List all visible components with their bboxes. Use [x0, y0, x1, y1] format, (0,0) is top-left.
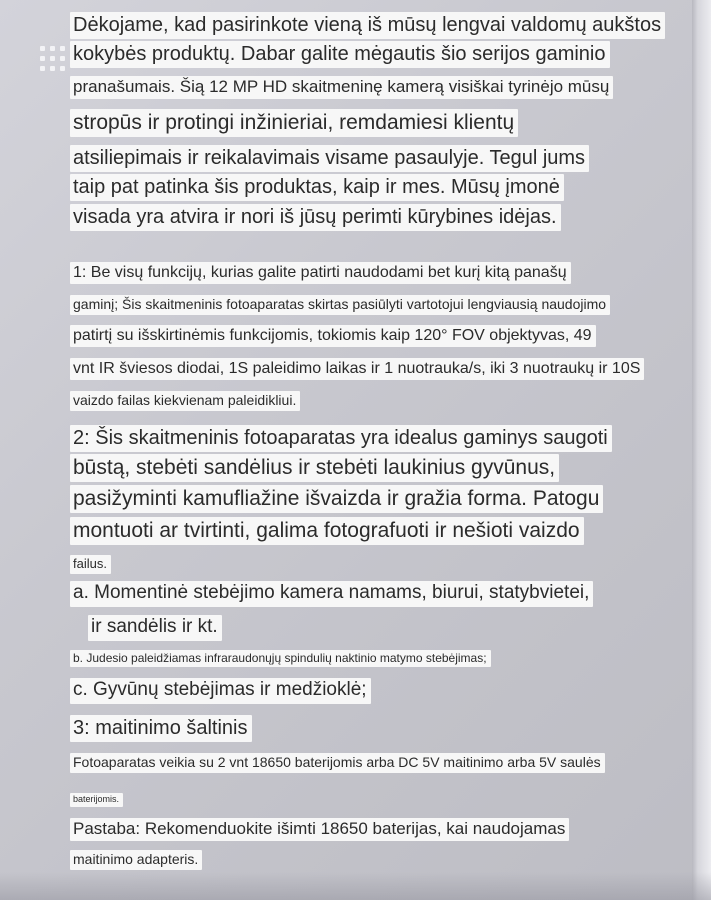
- intro-line: pranašumais. Šią 12 MP HD skaitmeninę kamerą visiškai tyrinėjo mūsų: [70, 76, 613, 99]
- intro-line: taip pat patinka šis produktas, kaip ir mes. Mūsų įmonė: [70, 174, 564, 201]
- list-item-c: c. Gyvūnų stebėjimas ir medžioklė;: [70, 678, 371, 704]
- list-item-a: a. Momentinė stebėjimo kamera namams, biurui, statybvietei,: [70, 581, 593, 607]
- section3-line: Fotoaparatas veikia su 2 vnt 18650 baterijomis arba DC 5V maitinimo arba 5V saulės: [70, 753, 605, 773]
- page-bottom-shadow: [0, 872, 711, 900]
- list-item-a-continued: ir sandėlis ir kt.: [88, 615, 222, 641]
- section3-line: baterijomis.: [70, 793, 123, 807]
- grid-dots-icon: [40, 46, 66, 72]
- intro-line: visada yra atvira ir nori iš jūsų perimti kūrybines idėjas.: [70, 204, 561, 231]
- section1-line: patirtį su išskirtinėmis funkcijomis, tokiomis kaip 120° FOV objektyvas, 49: [70, 325, 596, 347]
- note-line: maitinimo adapteris.: [70, 850, 202, 870]
- section1-line: 1: Be visų funkcijų, kurias galite patirti naudodami bet kurį kitą panašų: [70, 262, 571, 284]
- intro-line: Dėkojame, kad pasirinkote vieną iš mūsų lengvai valdomų aukštos: [70, 12, 665, 39]
- page-edge: [692, 0, 711, 900]
- section2-line: montuoti ar tvirtinti, galima fotografuoti ir nešioti vaizdo: [70, 517, 584, 545]
- section2-line: būstą, stebėti sandėlius ir stebėti laukinius gyvūnus,: [70, 454, 559, 482]
- section1-line: gaminį; Šis skaitmeninis fotoaparatas skirtas pasiūlyti vartotojui lengviausią naudojimo: [70, 295, 610, 315]
- intro-line: stropūs ir protingi inžinieriai, remdamiesi klientų: [70, 109, 518, 137]
- intro-line: kokybės produktų. Dabar galite mėgautis šio serijos gaminio: [70, 41, 610, 68]
- section3-heading: 3: maitinimo šaltinis: [70, 715, 252, 742]
- section2-line: failus.: [70, 555, 111, 574]
- list-item-b: b. Judesio paleidžiamas infraraudonųjų spindulių naktinio matymo stebėjimas;: [70, 650, 491, 667]
- section2-line: pasižyminti kamufliažine išvaizda ir gražia forma. Patogu: [70, 485, 603, 513]
- section2-line: 2: Šis skaitmeninis fotoaparatas yra idealus gaminys saugoti: [70, 425, 612, 452]
- section1-line: vnt IR šviesos diodai, 1S paleidimo laikas ir 1 nuotrauka/s, iki 3 nuotraukų ir 10S: [70, 358, 644, 380]
- section1-line: vaizdo failas kiekvienam paleidikliui.: [70, 391, 300, 411]
- intro-line: atsiliepimais ir reikalavimais visame pasaulyje. Tegul jums: [70, 145, 589, 172]
- note-line: Pastaba: Rekomenduokite išimti 18650 baterijas, kai naudojamas: [70, 818, 569, 841]
